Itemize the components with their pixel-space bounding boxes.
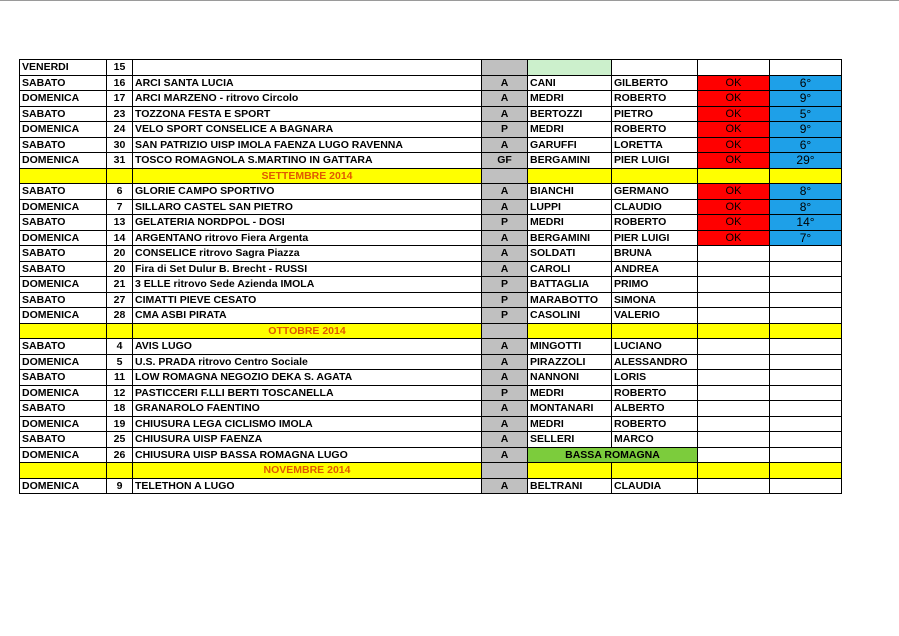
ok-status-cell[interactable] (698, 416, 770, 432)
surname-cell[interactable]: MEDRI (528, 416, 612, 432)
firstname-cell[interactable]: CLAUDIA (612, 478, 698, 494)
cell-firstname[interactable] (612, 323, 698, 339)
firstname-cell[interactable]: CLAUDIO (612, 199, 698, 215)
firstname-cell[interactable]: ROBERTO (612, 385, 698, 401)
event-name-cell[interactable]: CHIUSURA UISP FAENZA (133, 432, 482, 448)
event-name-cell[interactable]: CMA ASBI PIRATA (133, 308, 482, 324)
table-row (20, 370, 842, 386)
day-cell[interactable]: SABATO (20, 339, 107, 355)
type-cell[interactable]: A (482, 75, 528, 91)
firstname-cell[interactable]: GILBERTO (612, 75, 698, 91)
cell-temp[interactable] (770, 168, 842, 184)
date-number-cell[interactable]: 5 (107, 354, 133, 370)
type-cell[interactable]: A (482, 199, 528, 215)
type-cell[interactable]: P (482, 277, 528, 293)
day-cell[interactable]: DOMENICA (20, 478, 107, 494)
event-name-cell[interactable]: TELETHON A LUGO (133, 478, 482, 494)
top-border-line (0, 0, 899, 1)
date-number-cell[interactable]: 7 (107, 199, 133, 215)
ok-status-cell[interactable] (698, 354, 770, 370)
day-cell[interactable]: DOMENICA (20, 354, 107, 370)
table-row (20, 277, 842, 293)
firstname-cell[interactable]: ROBERTO (612, 122, 698, 138)
firstname-cell[interactable]: LORIS (612, 370, 698, 386)
ok-status-cell[interactable] (698, 432, 770, 448)
firstname-cell[interactable]: PIER LUIGI (612, 153, 698, 169)
surname-cell[interactable]: SOLDATI (528, 246, 612, 262)
type-cell[interactable]: A (482, 246, 528, 262)
event-name-cell[interactable]: VELO SPORT CONSELICE A BAGNARA (133, 122, 482, 138)
day-cell[interactable]: SABATO (20, 292, 107, 308)
event-name-cell[interactable]: CHIUSURA UISP BASSA ROMAGNA LUGO (133, 447, 482, 463)
temperature-cell[interactable] (770, 432, 842, 448)
event-name-cell[interactable]: LOW ROMAGNA NEGOZIO DEKA S. AGATA (133, 370, 482, 386)
event-name-cell[interactable]: CONSELICE ritrovo Sagra Piazza (133, 246, 482, 262)
type-cell[interactable]: A (482, 416, 528, 432)
temperature-cell[interactable] (770, 401, 842, 417)
events-table-body (20, 60, 842, 494)
day-cell[interactable]: SABATO (20, 215, 107, 231)
cell-temp[interactable] (770, 463, 842, 479)
day-cell[interactable]: DOMENICA (20, 447, 107, 463)
table-row (20, 184, 842, 200)
surname-cell[interactable]: BATTAGLIA (528, 277, 612, 293)
surname-cell[interactable]: NANNONI (528, 370, 612, 386)
event-name-cell[interactable]: TOSCO ROMAGNOLA S.MARTINO IN GATTARA (133, 153, 482, 169)
firstname-cell[interactable]: PIETRO (612, 106, 698, 122)
event-name-cell[interactable]: GELATERIA NORDPOL - DOSI (133, 215, 482, 231)
temperature-cell[interactable] (770, 416, 842, 432)
temperature-cell[interactable]: 8° (770, 184, 842, 200)
temperature-cell[interactable]: 14° (770, 215, 842, 231)
event-name-cell[interactable]: CHIUSURA LEGA CICLISMO IMOLA (133, 416, 482, 432)
cell-num[interactable] (107, 168, 133, 184)
ok-status-cell[interactable] (698, 401, 770, 417)
date-number-cell[interactable]: 23 (107, 106, 133, 122)
event-name-cell[interactable]: TOZZONA FESTA E SPORT (133, 106, 482, 122)
cell-type[interactable] (482, 463, 528, 479)
cell-firstname[interactable] (612, 463, 698, 479)
firstname-cell[interactable]: VALERIO (612, 308, 698, 324)
event-name-cell[interactable]: ARCI MARZENO - ritrovo Circolo (133, 91, 482, 107)
surname-cell[interactable] (528, 60, 612, 76)
table-row (20, 292, 842, 308)
date-number-cell[interactable]: 20 (107, 246, 133, 262)
cell-day[interactable] (20, 168, 107, 184)
day-cell[interactable]: DOMENICA (20, 230, 107, 246)
temperature-cell[interactable] (770, 292, 842, 308)
temperature-cell[interactable]: 6° (770, 137, 842, 153)
surname-cell[interactable]: CASOLINI (528, 308, 612, 324)
table-row (20, 416, 842, 432)
table-row (20, 215, 842, 231)
type-cell[interactable]: A (482, 401, 528, 417)
event-name-cell[interactable]: CIMATTI PIEVE CESATO (133, 292, 482, 308)
ok-status-cell[interactable] (698, 246, 770, 262)
date-number-cell[interactable]: 21 (107, 277, 133, 293)
firstname-cell[interactable]: GERMANO (612, 184, 698, 200)
ok-status-cell[interactable]: OK (698, 122, 770, 138)
month-header-row (20, 463, 842, 479)
cell-ok[interactable] (698, 168, 770, 184)
day-cell[interactable]: SABATO (20, 75, 107, 91)
temperature-cell[interactable]: 7° (770, 230, 842, 246)
surname-cell[interactable]: BELTRANI (528, 478, 612, 494)
date-number-cell[interactable]: 28 (107, 308, 133, 324)
ok-status-cell[interactable]: OK (698, 137, 770, 153)
event-name-cell[interactable]: ARGENTANO ritrovo Fiera Argenta (133, 230, 482, 246)
ok-status-cell[interactable] (698, 292, 770, 308)
table-row (20, 447, 842, 463)
ok-status-cell[interactable] (698, 370, 770, 386)
day-cell[interactable]: DOMENICA (20, 122, 107, 138)
date-number-cell[interactable]: 19 (107, 416, 133, 432)
type-cell[interactable]: P (482, 292, 528, 308)
cell-firstname[interactable] (612, 168, 698, 184)
event-name-cell[interactable]: GLORIE CAMPO SPORTIVO (133, 184, 482, 200)
day-cell[interactable]: DOMENICA (20, 416, 107, 432)
date-number-cell[interactable]: 30 (107, 137, 133, 153)
event-name-cell[interactable]: GRANAROLO FAENTINO (133, 401, 482, 417)
date-number-cell[interactable]: 4 (107, 339, 133, 355)
table-row (20, 246, 842, 262)
firstname-cell[interactable]: MARCO (612, 432, 698, 448)
table-row (20, 199, 842, 215)
surname-cell[interactable]: SELLERI (528, 432, 612, 448)
type-cell[interactable]: GF (482, 153, 528, 169)
temperature-cell[interactable] (770, 370, 842, 386)
type-cell[interactable]: P (482, 308, 528, 324)
table-row (20, 137, 842, 153)
ok-status-cell[interactable]: OK (698, 184, 770, 200)
day-cell[interactable]: DOMENICA (20, 385, 107, 401)
temperature-cell[interactable] (770, 385, 842, 401)
firstname-cell[interactable]: LORETTA (612, 137, 698, 153)
ok-status-cell[interactable]: OK (698, 215, 770, 231)
event-name-cell[interactable]: 3 ELLE ritrovo Sede Azienda IMOLA (133, 277, 482, 293)
date-number-cell[interactable]: 20 (107, 261, 133, 277)
ok-status-cell[interactable] (698, 478, 770, 494)
surname-cell[interactable]: MEDRI (528, 215, 612, 231)
surname-cell[interactable]: BERTOZZI (528, 106, 612, 122)
temperature-cell[interactable] (770, 447, 842, 463)
ok-status-cell[interactable]: OK (698, 230, 770, 246)
day-cell[interactable]: SABATO (20, 246, 107, 262)
table-row (20, 432, 842, 448)
table-row (20, 106, 842, 122)
event-name-cell[interactable] (133, 60, 482, 76)
firstname-cell[interactable]: SIMONA (612, 292, 698, 308)
surname-cell[interactable]: CAROLI (528, 261, 612, 277)
date-number-cell[interactable]: 26 (107, 447, 133, 463)
type-cell[interactable]: A (482, 184, 528, 200)
table-row (20, 153, 842, 169)
temperature-cell[interactable] (770, 339, 842, 355)
event-name-cell[interactable]: AVIS LUGO (133, 339, 482, 355)
day-cell[interactable]: SABATO (20, 261, 107, 277)
date-number-cell[interactable]: 9 (107, 478, 133, 494)
temperature-cell[interactable] (770, 60, 842, 76)
temperature-cell[interactable] (770, 261, 842, 277)
temperature-cell[interactable]: 5° (770, 106, 842, 122)
events-table (19, 59, 842, 494)
type-cell[interactable]: A (482, 91, 528, 107)
table-row (20, 230, 842, 246)
month-label[interactable]: SETTEMBRE 2014 (133, 168, 482, 184)
cell-ok[interactable] (698, 463, 770, 479)
ok-status-cell[interactable]: OK (698, 199, 770, 215)
firstname-cell[interactable]: ALBERTO (612, 401, 698, 417)
temperature-cell[interactable]: 6° (770, 75, 842, 91)
date-number-cell[interactable]: 27 (107, 292, 133, 308)
ok-status-cell[interactable] (698, 339, 770, 355)
date-number-cell[interactable]: 14 (107, 230, 133, 246)
date-number-cell[interactable]: 31 (107, 153, 133, 169)
surname-cell[interactable]: MONTANARI (528, 401, 612, 417)
temperature-cell[interactable]: 9° (770, 122, 842, 138)
firstname-cell[interactable]: ANDREA (612, 261, 698, 277)
temperature-cell[interactable] (770, 354, 842, 370)
day-cell[interactable]: SABATO (20, 106, 107, 122)
date-number-cell[interactable]: 6 (107, 184, 133, 200)
temperature-cell[interactable] (770, 308, 842, 324)
event-name-cell[interactable]: SAN PATRIZIO UISP IMOLA FAENZA LUGO RAVENNA (133, 137, 482, 153)
date-number-cell[interactable]: 18 (107, 401, 133, 417)
firstname-cell[interactable]: BRUNA (612, 246, 698, 262)
firstname-cell[interactable] (612, 60, 698, 76)
event-name-cell[interactable]: U.S. PRADA ritrovo Centro Sociale (133, 354, 482, 370)
firstname-cell[interactable]: ROBERTO (612, 91, 698, 107)
day-cell[interactable]: SABATO (20, 401, 107, 417)
firstname-cell[interactable]: ROBERTO (612, 215, 698, 231)
date-number-cell[interactable]: 24 (107, 122, 133, 138)
surname-cell[interactable]: MEDRI (528, 122, 612, 138)
day-cell[interactable]: SABATO (20, 370, 107, 386)
ok-status-cell[interactable] (698, 60, 770, 76)
day-cell[interactable]: DOMENICA (20, 308, 107, 324)
ok-status-cell[interactable]: OK (698, 91, 770, 107)
type-cell[interactable]: P (482, 122, 528, 138)
surname-cell[interactable]: MEDRI (528, 91, 612, 107)
type-cell[interactable]: A (482, 230, 528, 246)
date-number-cell[interactable]: 15 (107, 60, 133, 76)
type-cell[interactable] (482, 60, 528, 76)
surname-cell[interactable]: LUPPI (528, 199, 612, 215)
date-number-cell[interactable]: 17 (107, 91, 133, 107)
event-name-cell[interactable]: PASTICCERI F.LLI BERTI TOSCANELLA (133, 385, 482, 401)
month-header-row (20, 323, 842, 339)
event-name-cell[interactable]: ARCI SANTA LUCIA (133, 75, 482, 91)
day-cell[interactable]: DOMENICA (20, 277, 107, 293)
ok-status-cell[interactable]: OK (698, 153, 770, 169)
cell-day[interactable] (20, 463, 107, 479)
cell-num[interactable] (107, 323, 133, 339)
type-cell[interactable]: A (482, 339, 528, 355)
event-name-cell[interactable]: SILLARO CASTEL SAN PIETRO (133, 199, 482, 215)
surname-cell[interactable]: PIRAZZOLI (528, 354, 612, 370)
day-cell[interactable]: SABATO (20, 137, 107, 153)
date-number-cell[interactable]: 16 (107, 75, 133, 91)
cell-surname[interactable] (528, 463, 612, 479)
temperature-cell[interactable]: 29° (770, 153, 842, 169)
type-cell[interactable]: A (482, 432, 528, 448)
type-cell[interactable]: A (482, 447, 528, 463)
temperature-cell[interactable] (770, 246, 842, 262)
surname-cell[interactable]: BIANCHI (528, 184, 612, 200)
cell-surname[interactable] (528, 323, 612, 339)
surname-cell[interactable]: MEDRI (528, 385, 612, 401)
day-cell[interactable]: SABATO (20, 184, 107, 200)
temperature-cell[interactable]: 8° (770, 199, 842, 215)
table-row (20, 261, 842, 277)
table-row (20, 60, 842, 76)
cell-type[interactable] (482, 168, 528, 184)
type-cell[interactable]: A (482, 478, 528, 494)
date-number-cell[interactable]: 12 (107, 385, 133, 401)
type-cell[interactable]: A (482, 370, 528, 386)
day-cell[interactable]: SABATO (20, 432, 107, 448)
month-label[interactable]: NOVEMBRE 2014 (133, 463, 482, 479)
ok-status-cell[interactable] (698, 447, 770, 463)
type-cell[interactable]: A (482, 261, 528, 277)
cell-num[interactable] (107, 463, 133, 479)
temperature-cell[interactable]: 9° (770, 91, 842, 107)
cell-ok[interactable] (698, 323, 770, 339)
date-number-cell[interactable]: 25 (107, 432, 133, 448)
ok-status-cell[interactable] (698, 308, 770, 324)
date-number-cell[interactable]: 13 (107, 215, 133, 231)
cell-temp[interactable] (770, 323, 842, 339)
type-cell[interactable]: A (482, 354, 528, 370)
cell-day[interactable] (20, 323, 107, 339)
surname-cell[interactable]: BERGAMINI (528, 230, 612, 246)
day-cell[interactable]: DOMENICA (20, 91, 107, 107)
day-cell[interactable]: DOMENICA (20, 153, 107, 169)
ok-status-cell[interactable] (698, 385, 770, 401)
surname-cell[interactable]: CANI (528, 75, 612, 91)
day-cell[interactable]: DOMENICA (20, 199, 107, 215)
cell-type[interactable] (482, 323, 528, 339)
table-row (20, 385, 842, 401)
bassa-romagna-cell[interactable]: BASSA ROMAGNA (528, 447, 698, 463)
temperature-cell[interactable] (770, 478, 842, 494)
surname-cell[interactable]: GARUFFI (528, 137, 612, 153)
ok-status-cell[interactable] (698, 277, 770, 293)
type-cell[interactable]: P (482, 385, 528, 401)
firstname-cell[interactable]: LUCIANO (612, 339, 698, 355)
firstname-cell[interactable]: PIER LUIGI (612, 230, 698, 246)
table-row (20, 354, 842, 370)
surname-cell[interactable]: MARABOTTO (528, 292, 612, 308)
month-label[interactable]: OTTOBRE 2014 (133, 323, 482, 339)
date-number-cell[interactable]: 11 (107, 370, 133, 386)
firstname-cell[interactable]: ROBERTO (612, 416, 698, 432)
cell-surname[interactable] (528, 168, 612, 184)
table-row (20, 401, 842, 417)
table-row (20, 122, 842, 138)
event-name-cell[interactable]: Fira di Set Dulur B. Brecht - RUSSI (133, 261, 482, 277)
firstname-cell[interactable]: PRIMO (612, 277, 698, 293)
table-row (20, 339, 842, 355)
month-header-row (20, 168, 842, 184)
table-row (20, 91, 842, 107)
table-row (20, 308, 842, 324)
table-row (20, 75, 842, 91)
day-cell[interactable]: VENERDI (20, 60, 107, 76)
temperature-cell[interactable] (770, 277, 842, 293)
type-cell[interactable]: A (482, 137, 528, 153)
ok-status-cell[interactable]: OK (698, 106, 770, 122)
surname-cell[interactable]: MINGOTTI (528, 339, 612, 355)
firstname-cell[interactable]: ALESSANDRO (612, 354, 698, 370)
type-cell[interactable]: A (482, 106, 528, 122)
type-cell[interactable]: P (482, 215, 528, 231)
surname-cell[interactable]: BERGAMINI (528, 153, 612, 169)
ok-status-cell[interactable]: OK (698, 75, 770, 91)
ok-status-cell[interactable] (698, 261, 770, 277)
table-row (20, 478, 842, 494)
